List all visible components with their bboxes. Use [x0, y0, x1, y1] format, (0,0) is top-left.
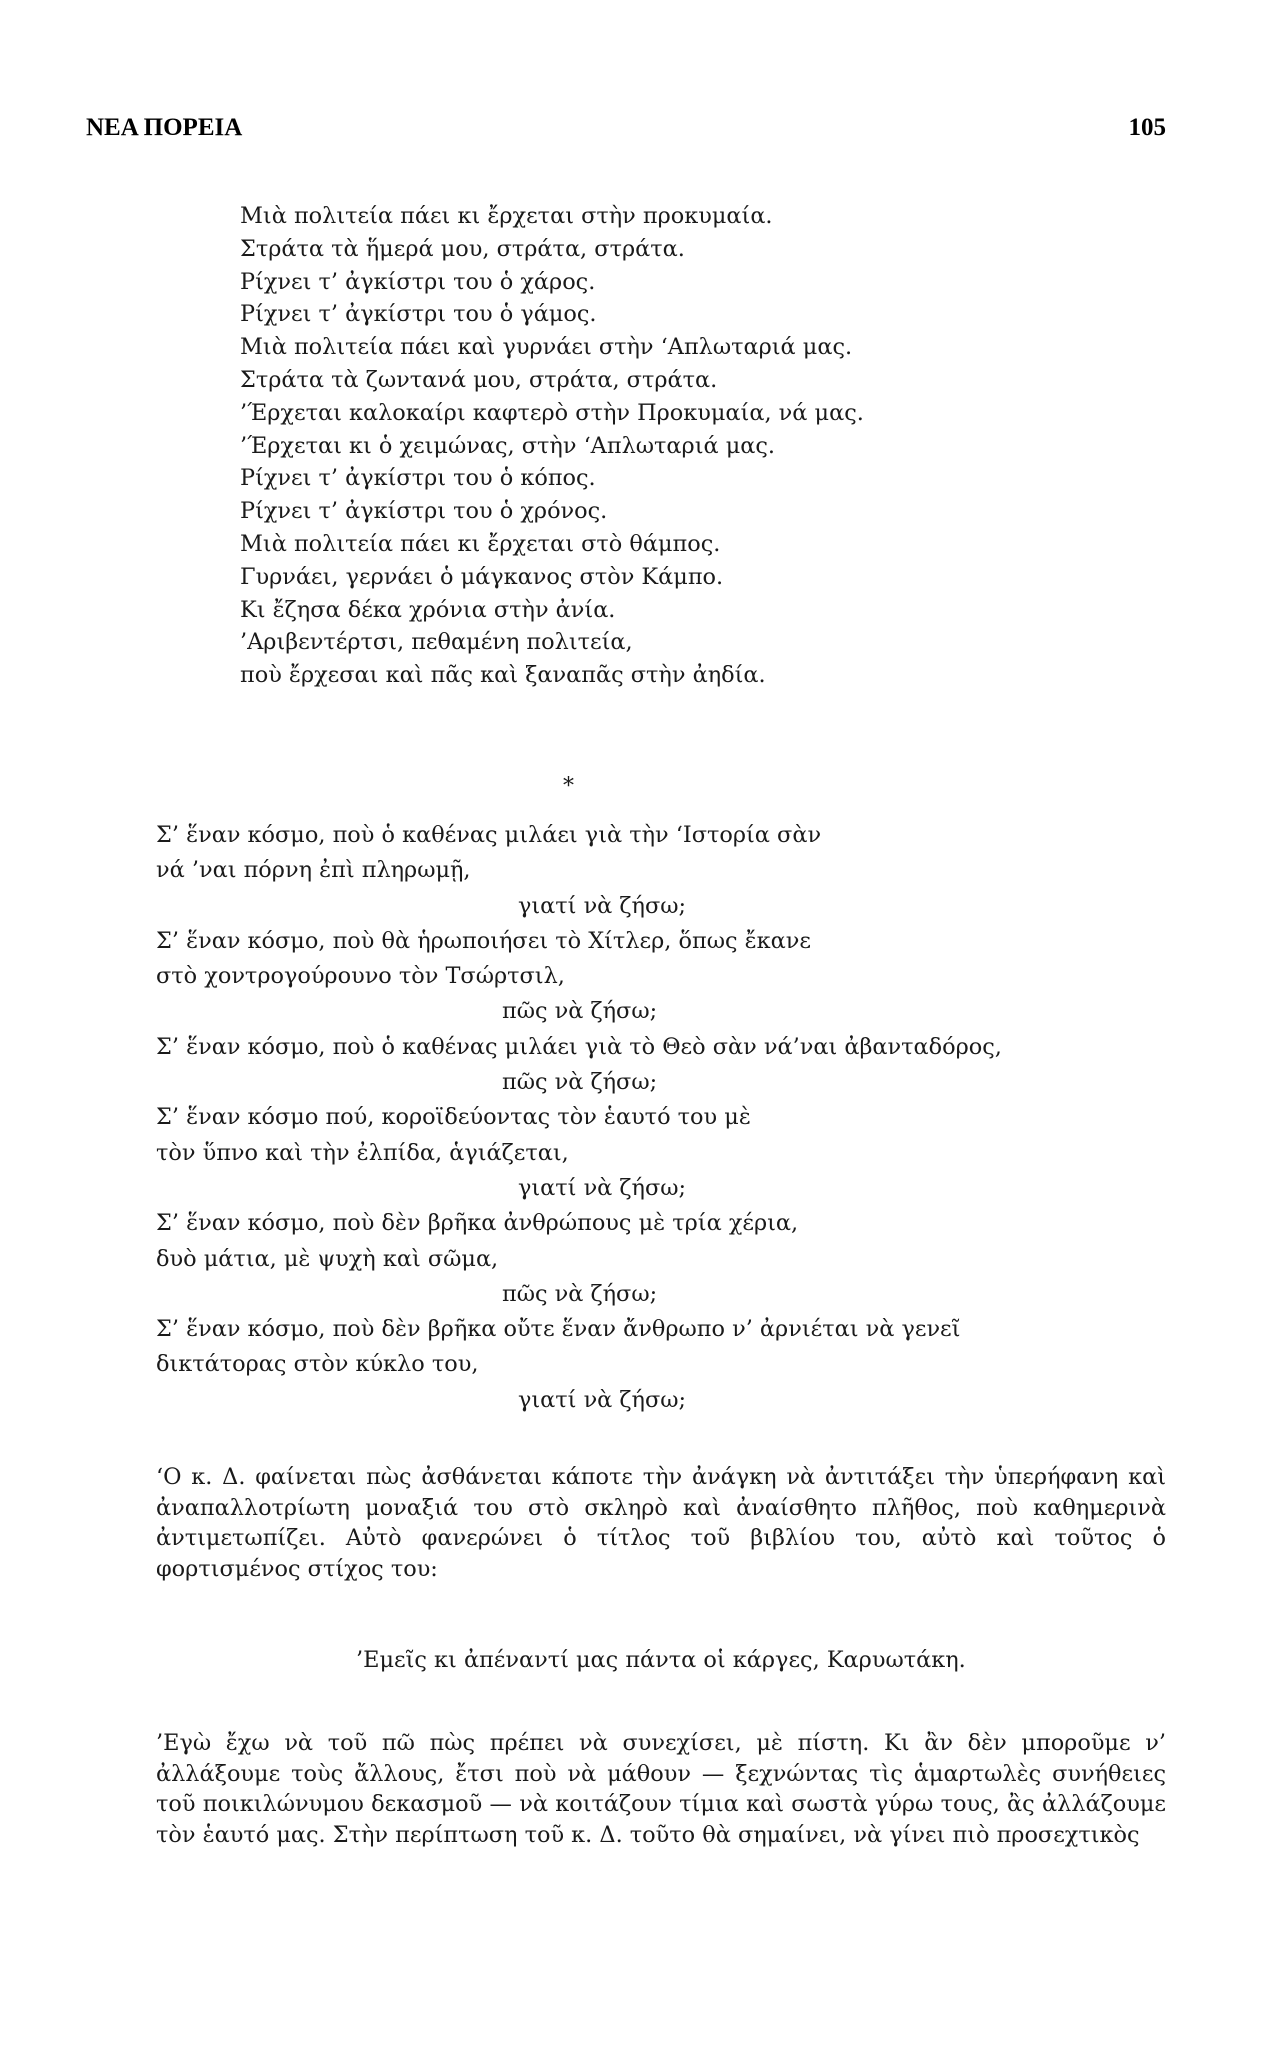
- refrain: γιατί νὰ ζήσω;: [518, 1386, 687, 1413]
- poem-line: ’Έρχεται καλοκαίρι καφτερὸ στὴν Προκυμαία, νά μας.: [240, 399, 864, 426]
- poem-line: Μιὰ πολιτεία πάει κι ἔρχεται στὸ θάμπος.: [240, 530, 721, 557]
- refrain: πῶς νὰ ζήσω;: [502, 1280, 658, 1307]
- poem-line: Σ’ ἕναν κόσμο, ποὺ θὰ ἡρωποιήσει τὸ Χίτλερ, ὅπως ἔκανε: [156, 927, 811, 954]
- page-header: [86, 114, 1166, 142]
- poem-line: δυὸ μάτια, μὲ ψυχὴ καὶ σῶμα,: [156, 1245, 499, 1272]
- closing-paragraph: ’Εγὼ ἔχω νὰ τοῦ πῶ πὼς πρέπει νὰ συνεχίσει, μὲ πίστη. Κι ἂν δὲν μποροῦμε ν’ ἀλλάξουμε τοὺς ἄλλους, ἔτσι ποὺ νὰ μάθουν — ξεχνώντας τὶς ἁμαρτωλὲς συνήθειες τοῦ ποικιλώνυμου δεκασμοῦ — νὰ κοιτάζουν τίμια καὶ σωστὰ γύρω τους, ἂς ἀλλάζουμε τὸν ἑαυτό μας. Στὴν περίπτωση τοῦ κ. Δ. τοῦτο θὰ σημαίνει, νὰ γίνει πιὸ προσεχτικὸς: [156, 1730, 1166, 1848]
- poem-line: Σ’ ἕναν κόσμο, ποὺ ὁ καθένας μιλάει γιὰ τὸ Θεὸ σὰν νά’ναι ἀβανταδόρος,: [156, 1033, 1002, 1060]
- stanza: [156, 1030, 1166, 1101]
- poem-line: Σ’ ἕναν κόσμο, ποὺ δὲν βρῆκα ἀνθρώπους μὲ τρία χέρια,: [156, 1210, 799, 1237]
- poem-line: δικτάτορας στὸν κύκλο του,: [156, 1351, 479, 1378]
- refrain: γιατί νὰ ζήσω;: [518, 892, 687, 919]
- poem-line: στὸ χοντρογούρουνο τὸν Τσώρτσιλ,: [156, 963, 565, 990]
- poem-line: ’Αριβεντέρτσι, πεθαμένη πολιτεία,: [240, 629, 633, 656]
- poem-line: ’Έρχεται κι ὁ χειμώνας, στὴν ‘Απλωταριά μας.: [240, 432, 776, 459]
- poem-line: Στράτα τὰ ἥμερά μου, στράτα, στράτα.: [240, 235, 685, 262]
- poem-line: Ρίχνει τ’ ἀγκίστρι του ὁ χρόνος.: [240, 498, 608, 525]
- poem-line: Ρίχνει τ’ ἀγκίστρι του ὁ κόπος.: [240, 465, 596, 492]
- poem-line: ποὺ ἔρχεσαι καὶ πᾶς καὶ ξαναπᾶς στὴν ἀηδία.: [240, 662, 766, 689]
- stanza: [156, 924, 1166, 1030]
- poem-line: νά ’ναι πόρνη ἐπὶ πληρωμῇ,: [156, 857, 471, 884]
- poem-line: Γυρνάει, γερνάει ὁ μάγκανος στὸν Κάμπο.: [240, 563, 724, 590]
- page-number: 105: [1128, 114, 1166, 141]
- poem-line: Σ’ ἕναν κόσμο πού, κοροϊδεύοντας τὸν ἑαυτό του μὲ: [156, 1104, 751, 1131]
- stanza: [156, 1100, 1166, 1206]
- quoted-verse: ’Εμεῖς κι ἀπέναντί μας πάντα οἱ κάργες, Καρυωτάκη.: [356, 1647, 966, 1673]
- stanza: [156, 1206, 1166, 1312]
- poem-line: Μιὰ πολιτεία πάει κι ἔρχεται στὴν προκυμαία.: [240, 203, 773, 229]
- stanza: [156, 818, 1166, 924]
- poem-one: [240, 200, 864, 692]
- poem-line: Σ’ ἕναν κόσμο, ποὺ ὁ καθένας μιλάει γιὰ τὴν ‘Ιστορία σὰν: [156, 822, 822, 848]
- poem-line: τὸν ὕπνο καὶ τὴν ἐλπίδα, ἁγιάζεται,: [156, 1139, 569, 1166]
- refrain: πῶς νὰ ζήσω;: [502, 998, 658, 1025]
- commentary-paragraph: ‘Ο κ. Δ. φαίνεται πὼς ἀσθάνεται κάποτε τὴν ἀνάγκη νὰ ἀντιτάξει τὴν ὑπερήφανη καὶ ἀναπαλλοτρίωτη μοναξιά του στὸ σκληρὸ καὶ ἀναίσθητο πλῆθος, ποὺ καθημερινὰ ἀντιμετωπίζει. Αὐτὸ φανερώνει ὁ τίτλος τοῦ βιβλίου του, αὐτὸ καὶ τοῦτος ὁ φορτισμένος στίχος του:: [156, 1464, 1166, 1582]
- stanza: [156, 1312, 1166, 1418]
- poem-line: Σ’ ἕναν κόσμο, ποὺ δὲν βρῆκα οὔτε ἕναν ἄνθρωπο ν’ ἀρνιέται νὰ γενεῖ: [156, 1316, 961, 1343]
- refrain: πῶς νὰ ζήσω;: [502, 1069, 658, 1096]
- poem-line: Μιὰ πολιτεία πάει καὶ γυρνάει στὴν ‘Απλωταριά μας.: [240, 334, 853, 361]
- poem-line: Κι ἔζησα δέκα χρόνια στὴν ἀνία.: [240, 596, 616, 623]
- poem-line: Ρίχνει τ’ ἀγκίστρι του ὁ χάρος.: [240, 268, 596, 295]
- poem-line: Ρίχνει τ’ ἀγκίστρι του ὁ γάμος.: [240, 301, 597, 328]
- journal-title: ΝΕΑ ΠΟΡΕΙΑ: [86, 114, 243, 141]
- section-separator: *: [563, 774, 574, 799]
- poem-two: [156, 818, 1166, 1418]
- poem-line: Στράτα τὰ ζωντανά μου, στράτα, στράτα.: [240, 366, 718, 393]
- refrain: γιατί νὰ ζήσω;: [518, 1174, 687, 1201]
